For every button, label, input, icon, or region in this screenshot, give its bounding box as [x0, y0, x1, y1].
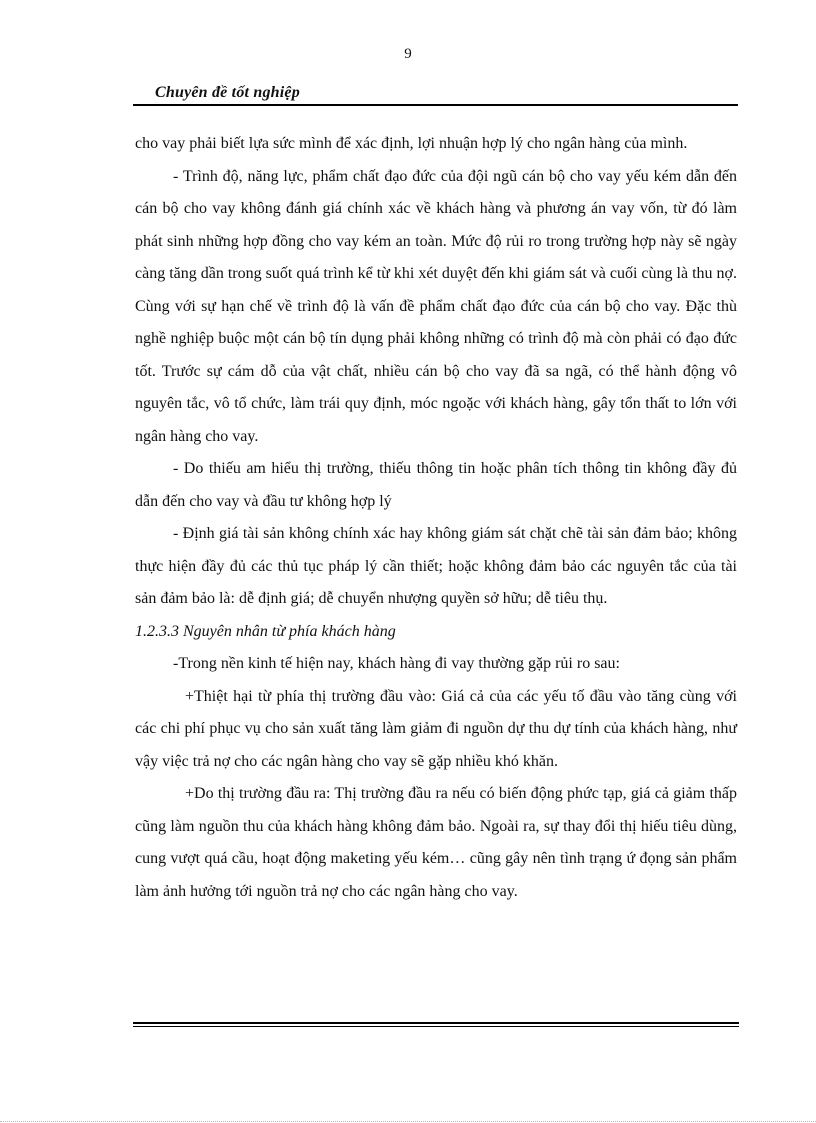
paragraph: cho vay phải biết lựa sức mình để xác định, lợi nhuận hợp lý cho ngân hàng của mình.: [135, 135, 688, 152]
header-title: Chuyên đề tốt nghiệp: [155, 84, 300, 101]
footer-rule: [133, 1026, 739, 1027]
page-edge: [0, 1121, 816, 1122]
document-body: [135, 128, 737, 908]
footer-rule: [133, 1022, 739, 1024]
paragraph: +Thiệt hại từ phía thị trường đầu vào: Giá cả của các yếu tố đầu vào tăng cùng với các chi phí phục vụ cho sản xuất tăng làm giảm đi nguồn dự thu dự tính của khách hàng, như vậy việc trả nợ cho các ngân hàng cho vay sẽ gặp nhiều khó khăn.: [135, 687, 737, 770]
section-heading: 1.2.3.3 Nguyên nhân từ phía khách hàng: [135, 622, 396, 640]
paragraph: - Do thiếu am hiểu thị trường, thiếu thông tin hoặc phân tích thông tin không đầy đủ dẫn đến cho vay và đầu tư không hợp lý: [135, 460, 737, 510]
header-rule: [133, 104, 738, 106]
paragraph: -Trong nền kinh tế hiện nay, khách hàng đi vay thường gặp rủi ro sau:: [173, 655, 620, 672]
paragraph: - Trình độ, năng lực, phẩm chất đạo đức của đội ngũ cán bộ cho vay yếu kém dẫn đến cán bộ cho vay không đánh giá chính xác về khách hàng và phương án vay vốn, từ đó làm phát sinh những hợp đồng cho vay kém an toàn. Mức độ rủi ro trong trường hợp này sẽ ngày càng tăng dần trong suốt quá trình kể từ khi xét duyệt đến khi giám sát và cuối cùng là thu nợ. Cùng với sự hạn chế về trình độ là vấn đề phẩm chất đạo đức của cán bộ cho vay. Đặc thù nghề nghiệp buộc một cán bộ tín dụng phải không những có trình độ mà còn phải có đạo đức tốt. Trước sự cám dỗ của vật chất, nhiều cán bộ cho vay đã sa ngã, có thể hành động vô nguyên tắc, vô tổ chức, làm trái quy định, móc ngoặc với khách hàng, gây tổn thất to lớn với ngân hàng cho vay.: [135, 167, 737, 445]
page-number: 9: [404, 46, 412, 62]
paragraph: - Định giá tài sản không chính xác hay không giám sát chặt chẽ tài sản đảm bảo; không thực hiện đầy đủ các thủ tục pháp lý cần thiết; hoặc không đảm bảo các nguyên tắc của tài sản đảm bảo là: dễ định giá; dễ chuyển nhượng quyền sở hữu; dễ tiêu thụ.: [135, 525, 737, 607]
paragraph: +Do thị trường đầu ra: Thị trường đầu ra nếu có biến động phức tạp, giá cả giảm thấp cũng làm nguồn thu của khách hàng không đảm bảo. Ngoài ra, sự thay đổi thị hiếu tiêu dùng, cung vượt quá cầu, hoạt động maketing yếu kém… cũng gây nên tình trạng ứ đọng sản phẩm làm ảnh hưởng tới nguồn trả nợ cho các ngân hàng cho vay.: [135, 785, 737, 900]
